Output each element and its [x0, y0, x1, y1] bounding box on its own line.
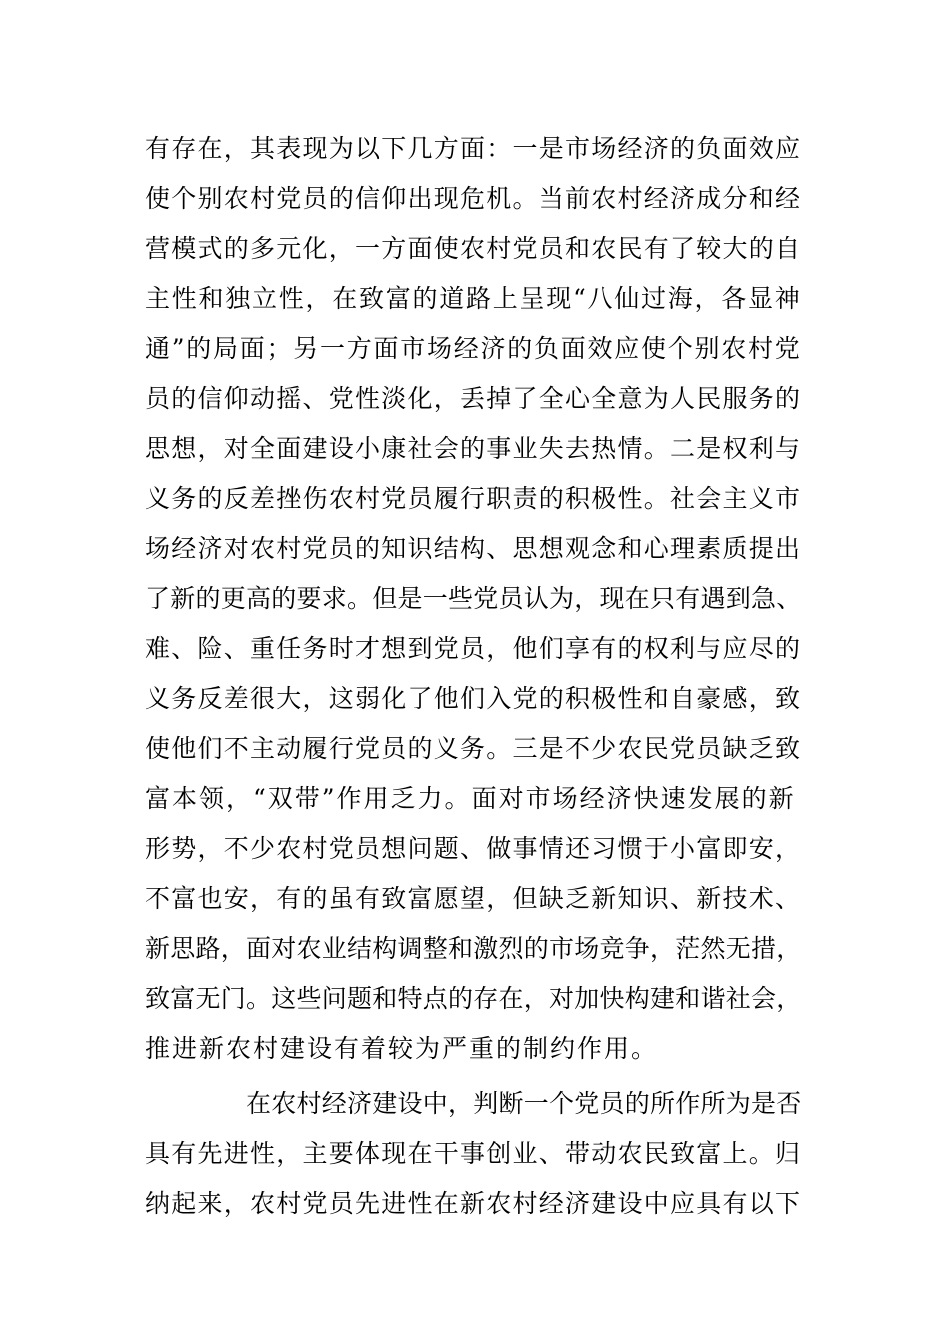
paragraph-2-line: 纳起来，农村党员先进性在新农村经济建设中应具有以下: [145, 1189, 802, 1218]
paragraph-1-line: 义务的反差挫伤农村党员履行职责的积极性。社会主义市: [145, 484, 802, 513]
paragraph-1-line: 难、险、重任务时才想到党员，他们享有的权利与应尽的: [145, 634, 802, 663]
paragraph-1-line: 员的信仰动摇、党性淡化，丢掉了全心全意为人民服务的: [145, 384, 802, 413]
paragraph-1-line: 营模式的多元化，一方面使农村党员和农民有了较大的自: [145, 234, 802, 263]
paragraph-1-line: 不富也安，有的虽有致富愿望，但缺乏新知识、新技术、: [145, 884, 802, 913]
paragraph-1-line: 了新的更高的要求。但是一些党员认为，现在只有遇到急、: [145, 584, 802, 613]
paragraph-1-line: 有存在，其表现为以下几方面：一是市场经济的负面效应: [145, 134, 802, 163]
paragraph-1-line: 主性和独立性，在致富的道路上呈现“八仙过海，各显神: [145, 284, 802, 313]
paragraph-1-line: 使他们不主动履行党员的义务。三是不少农民党员缺乏致: [145, 734, 802, 763]
paragraph-2-line: 在农村经济建设中，判断一个党员的所作所为是否: [145, 1089, 802, 1118]
paragraph-1-line: 场经济对农村党员的知识结构、思想观念和心理素质提出: [145, 534, 802, 563]
paragraph-1-line: 致富无门。这些问题和特点的存在，对加快构建和谐社会，: [145, 984, 802, 1013]
paragraph-1-line: 义务反差很大，这弱化了他们入党的积极性和自豪感，致: [145, 684, 802, 713]
paragraph-2-line: 具有先进性，主要体现在干事创业、带动农民致富上。归: [145, 1139, 802, 1168]
paragraph-1-line: 通”的局面；另一方面市场经济的负面效应使个别农村党: [145, 334, 802, 363]
paragraph-1-line: 新思路，面对农业结构调整和激烈的市场竞争，茫然无措，: [145, 934, 802, 963]
paragraph-1-line: 形势，不少农村党员想问题、做事情还习惯于小富即安，: [145, 834, 802, 863]
paragraph-1-line: 推进新农村建设有着较为严重的制约作用。: [145, 1034, 659, 1063]
paragraph-1-line: 思想，对全面建设小康社会的事业失去热情。二是权利与: [145, 434, 802, 463]
paragraph-1-line: 使个别农村党员的信仰出现危机。当前农村经济成分和经: [145, 184, 802, 213]
paragraph-1-line: 富本领，“双带”作用乏力。面对市场经济快速发展的新: [145, 784, 796, 813]
